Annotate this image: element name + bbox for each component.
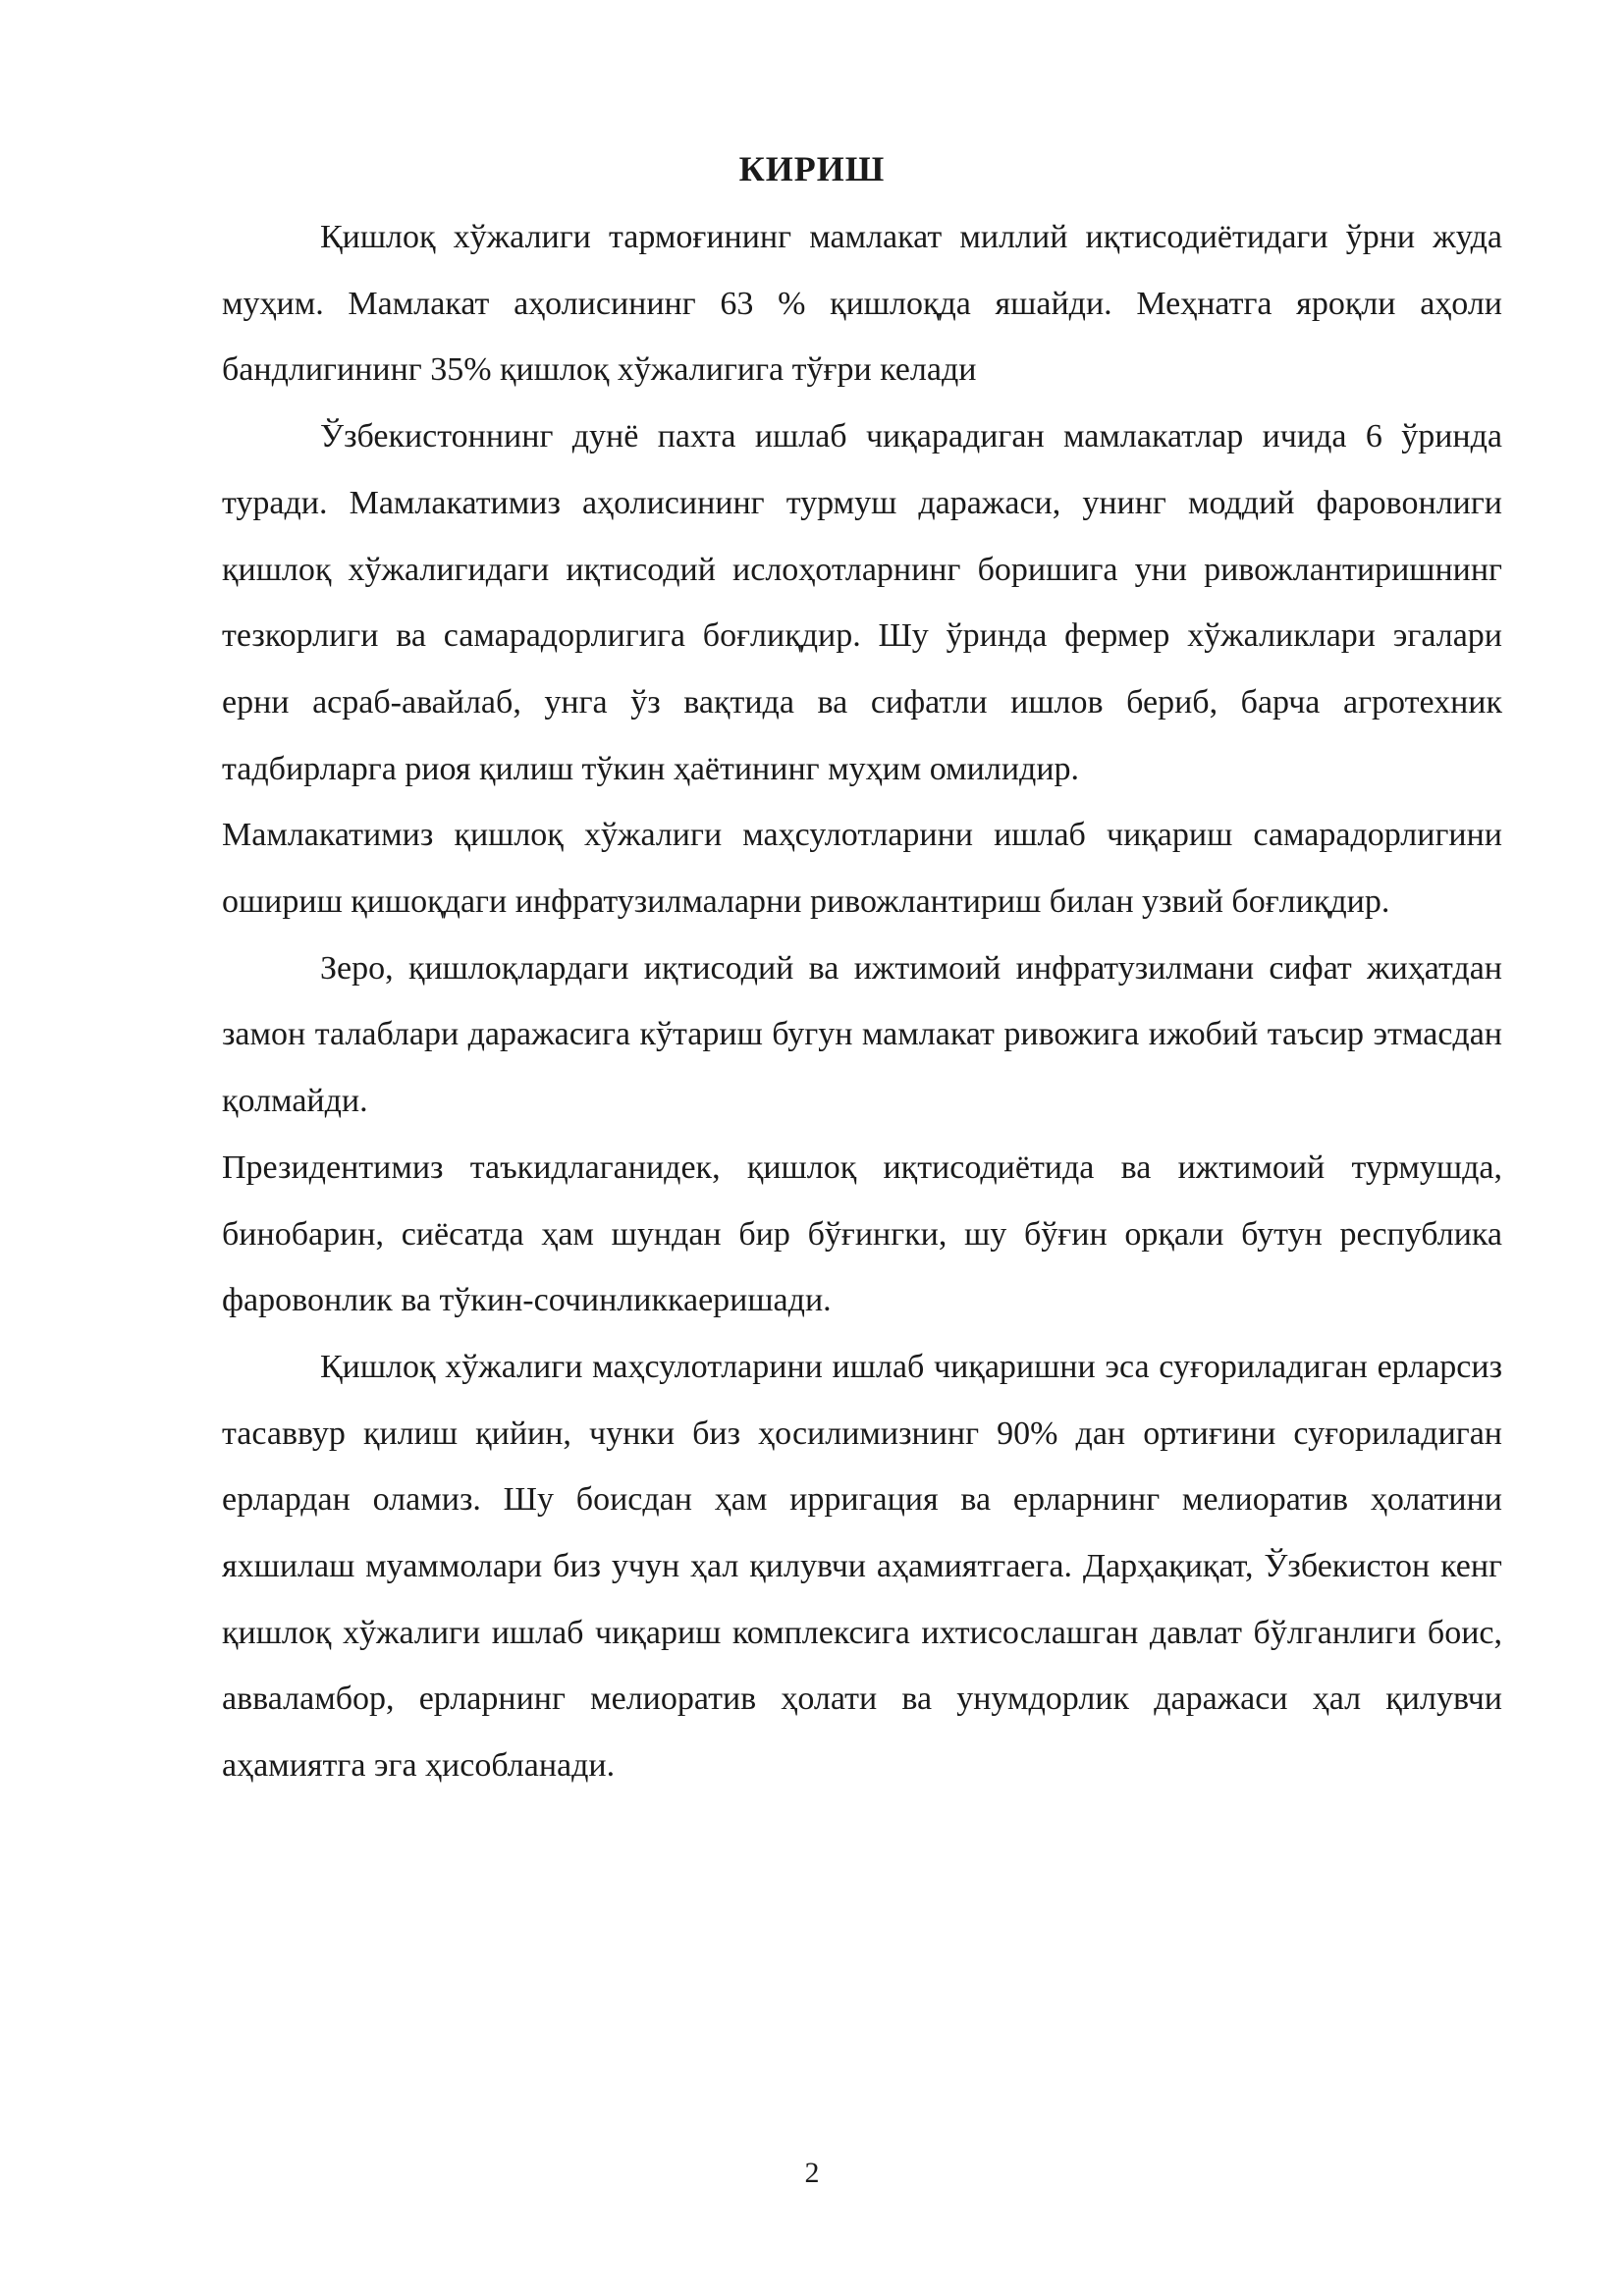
- paragraph-cotton-ranking: Ўзбекистоннинг дунё пахта ишлаб чиқарадиган мамлакатлар ичида 6 ўринда туради. Мамлакатимиз аҳолисининг турмуш даражаси, унинг моддий фаровонлиги қишлоқ хўжалигидаги иқтисодий ислоҳотларнинг боришига уни ривожлантиришнинг тезкорлиги ва самарадорлигига боғлиқдир. Шу ўринда фермер хўжаликлари эгалари ерни асраб-авайлаб, унга ўз вақтида ва сифатли ишлов бериб, барча агротехник тадбирларга риоя қилиш тўкин ҳаётининг муҳим омилидир.: [222, 418, 1502, 787]
- page-number: 2: [804, 2157, 820, 2189]
- paragraph-irrigation: Қишлоқ хўжалиги маҳсулотларини ишлаб чиқаришни эса суғориладиган ерларсиз тасаввур қилиш қийин, чунки биз ҳосилимизнинг 90% дан ортиғини суғориладиган ерлардан оламиз. Шу боисдан ҳам ирригация ва ерларнинг мелиоратив ҳолатини яхшилаш муаммолари биз учун ҳал қилувчи аҳамиятгаега. Дарҳақиқат, Ўзбекистон кенг қишлоқ хўжалиги ишлаб чиқариш комплексига ихтисослашган давлат бўлганлиги боис, авваламбор, ерларнинг мелиоратив ҳолати ва унумдорлик даражаси ҳал қилувчи аҳамиятга эга ҳисобланади.: [222, 1348, 1502, 1785]
- paragraph-infrastructure-link: Мамлакатимиз қишлоқ хўжалиги маҳсулотларини ишлаб чиқариш самарадорлигини ошириш қишоқдаги инфратузилмаларни ривожлантириш билан узвий боғлиқдир.: [222, 817, 1502, 921]
- page-title: КИРИШ: [738, 149, 886, 188]
- document-body: [222, 204, 1502, 1799]
- paragraph-president-quote: Президентимиз таъкидлаганидек, қишлоқ иқтисодиётида ва ижтимоий турмушда, бинобарин, сиёсатда ҳам шундан бир бўғингки, шу бўғин орқали бутун республика фаровонлик ва тўкин-сочинликкаеришади.: [222, 1148, 1502, 1319]
- paragraph-rural-infrastructure: Зеро, қишлоқлардаги иқтисодий ва ижтимоий инфратузилмани сифат жиҳатдан замон талаблари даражасига кўтариш бугун мамлакат ривожига ижобий таъсир этмасдан қолмайди.: [222, 949, 1502, 1120]
- paragraph-agriculture-role: Қишлоқ хўжалиги тармоғининг мамлакат миллий иқтисодиётидаги ўрни жуда муҳим. Мамлакат аҳолисининг 63 % қишлоқда яшайди. Меҳнатга яроқли аҳоли бандлигининг 35% қишлоқ хўжалигига тўғри келади: [222, 219, 1502, 389]
